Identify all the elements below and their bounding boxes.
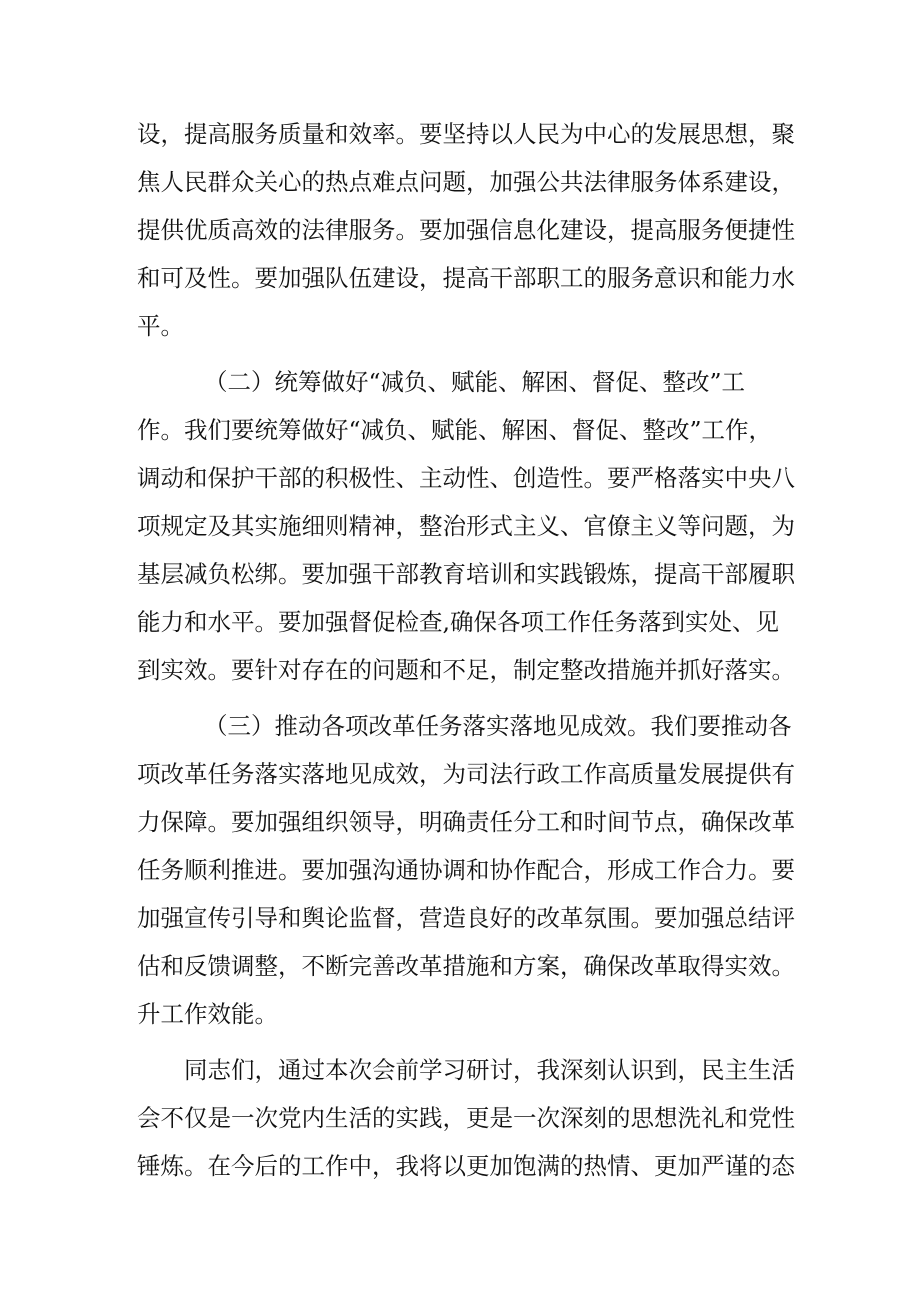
text-line: 调动和保护干部的积极性、主动性、创造性。要严格落实中央八 [137,464,795,492]
text-line: 项规定及其实施细则精神，整治形式主义、官僚主义等问题，为 [137,512,795,540]
paragraph-closing [137,1046,797,1190]
paragraph-section-three [137,702,797,1038]
text-line: 平。 [137,312,184,340]
text-line: 能力和水平。要加强督促检查,确保各项工作任务落到实处、见 [137,608,779,636]
text-line: 设，提高服务质量和效率。要坚持以人民为中心的发展思想，聚 [137,120,795,148]
text-line: 加强宣传引导和舆论监督，营造良好的改革氛围。要加强总结评 [137,904,795,932]
text-line: 基层减负松绑。要加强干部教育培训和实践锻炼，提高干部履职 [137,560,795,588]
text-line: 提供优质高效的法律服务。要加强信息化建设，提高服务便捷性 [137,216,795,244]
text-line: 估和反馈调整，不断完善改革措施和方案，确保改革取得实效。 [137,952,795,980]
text-line: 力保障。要加强组织领导，明确责任分工和时间节点，确保改革 [137,808,795,836]
text-line: 到实效。要针对存在的问题和不足，制定整改措施并抓好落实。 [137,656,795,684]
text-line: 焦人民群众关心的热点难点问题，加强公共法律服务体系建设， [137,168,795,196]
text-line: 任务顺利推进。要加强沟通协调和协作配合，形成工作合力。要 [137,856,795,884]
paragraph-continuation [137,110,797,350]
text-line: 项改革任务落实落地见成效，为司法行政工作高质量发展提供有 [137,760,795,788]
paragraph-section-two [137,358,797,694]
text-line: 会不仅是一次党内生活的实践，更是一次深刻的思想洗礼和党性 [137,1104,795,1132]
text-line: 和可及性。要加强队伍建设，提高干部职工的服务意识和能力水 [137,264,795,292]
document-body [137,110,797,1190]
section-heading-line: （二）统筹做好“减负、赋能、解困、督促、整改”工 [204,368,746,396]
text-line: 锤炼。在今后的工作中，我将以更加饱满的热情、更加严谨的态 [137,1152,795,1180]
section-heading-line: （三）推动各项改革任务落实落地见成效。我们要推动各 [204,712,792,740]
text-line: 作。我们要统筹做好“减负、赋能、解困、督促、整改”工作， [137,416,773,444]
text-line: 同志们，通过本次会前学习研讨，我深刻认识到，民主生活 [184,1056,795,1084]
text-line: 升工作效能。 [137,1000,278,1028]
